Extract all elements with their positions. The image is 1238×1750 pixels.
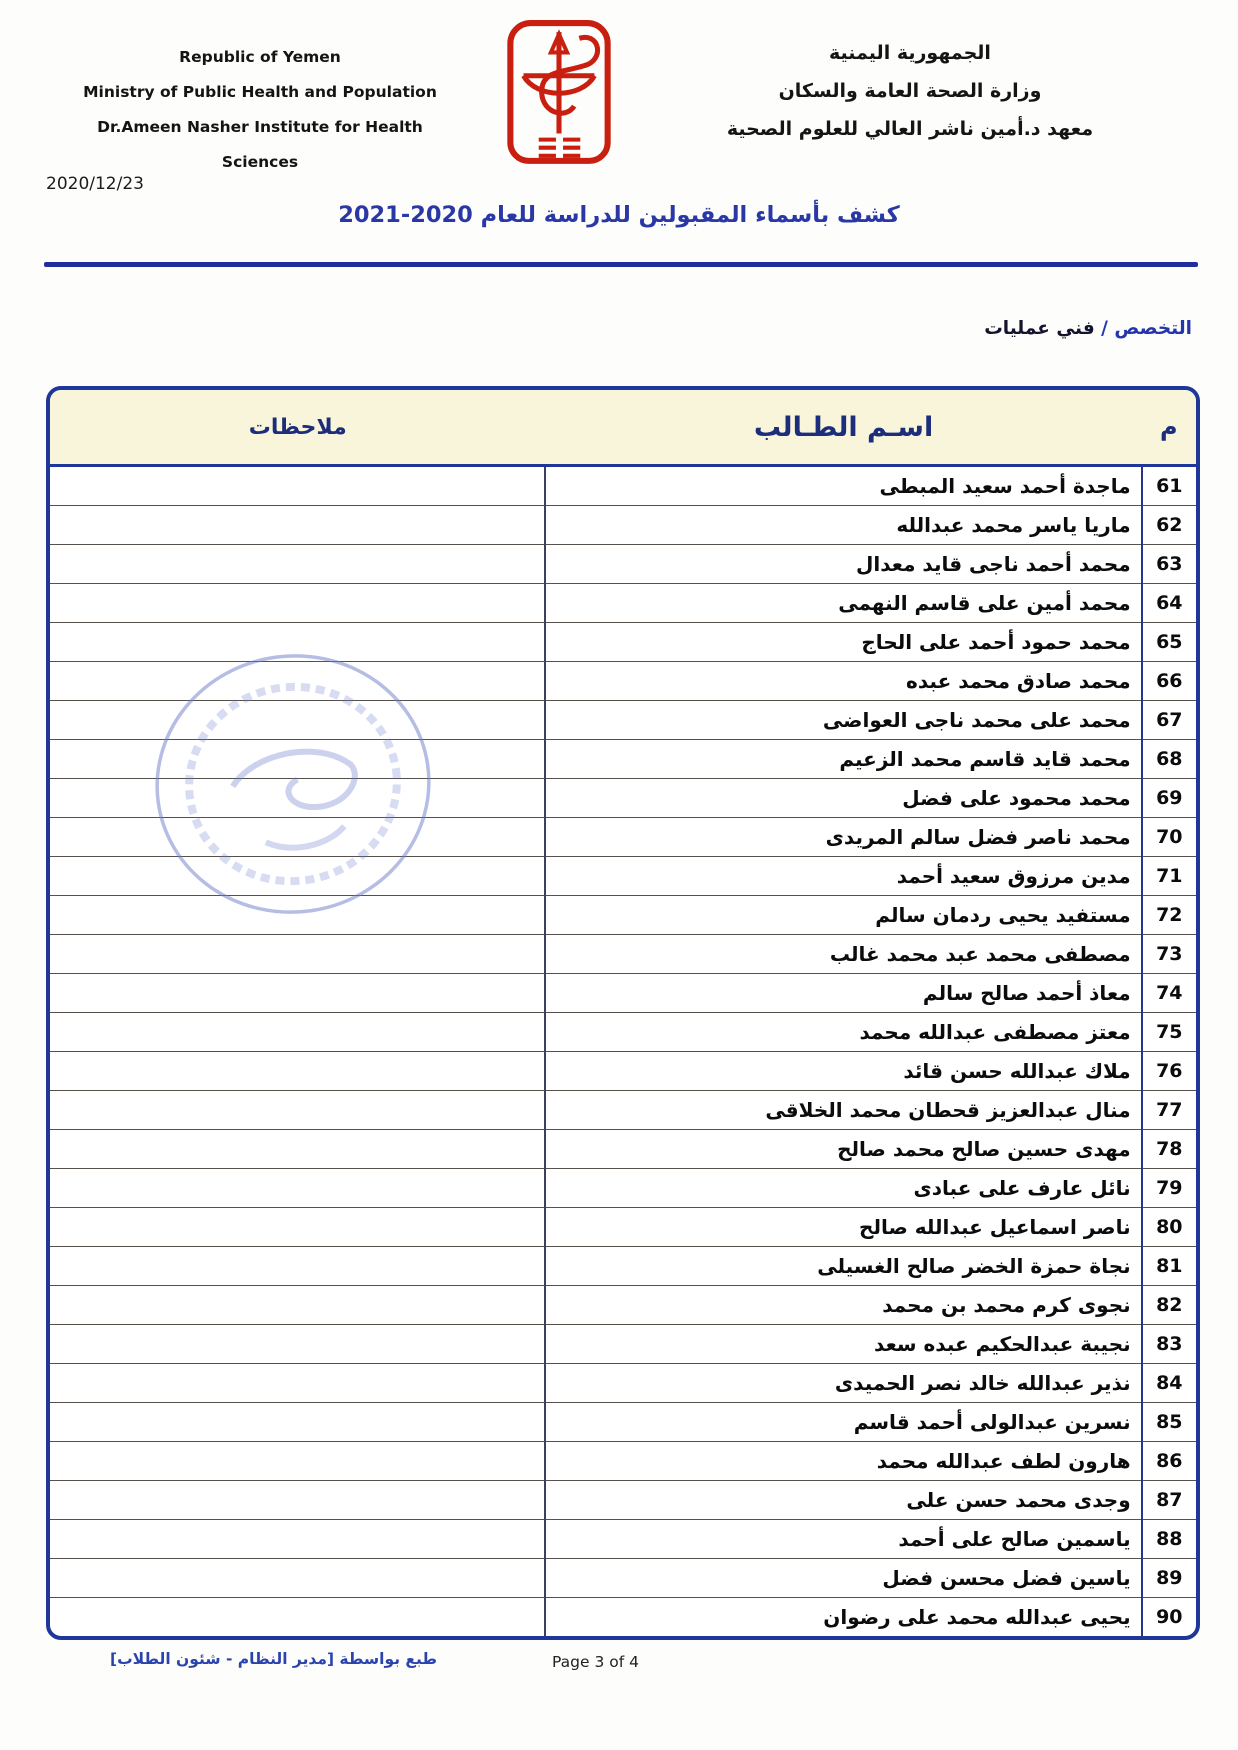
student-name-cell: ملاك عبدالله حسن قائد <box>545 1052 1141 1091</box>
row-number-cell: 87 <box>1142 1481 1196 1520</box>
student-name-cell: نجوى كرم محمد بن محمد <box>545 1286 1141 1325</box>
student-name-cell: معتز مصطفى عبدالله محمد <box>545 1013 1141 1052</box>
table-row <box>50 662 1196 701</box>
table-row <box>50 1442 1196 1481</box>
student-name-cell: معاذ أحمد صالح سالم <box>545 974 1141 1013</box>
notes-cell <box>50 818 545 857</box>
table-row <box>50 779 1196 818</box>
student-name-cell: نجاة حمزة الخضر صالح الغسيلى <box>545 1247 1141 1286</box>
table-row <box>50 1130 1196 1169</box>
row-number-cell: 68 <box>1142 740 1196 779</box>
row-number-cell: 64 <box>1142 584 1196 623</box>
row-number-cell: 90 <box>1142 1598 1196 1637</box>
title-divider <box>44 262 1198 267</box>
student-name-cell: يحيى عبدالله محمد على رضوان <box>545 1598 1141 1637</box>
table-row <box>50 1286 1196 1325</box>
row-number-cell: 78 <box>1142 1130 1196 1169</box>
notes-cell <box>50 1325 545 1364</box>
table-row <box>50 896 1196 935</box>
institute-logo-icon <box>490 18 628 170</box>
student-name-cell: نائل عارف على عبادى <box>545 1169 1141 1208</box>
notes-cell <box>50 1598 545 1637</box>
header-english-line: Dr.Ameen Nasher Institute for Health Sciences <box>97 118 423 171</box>
notes-cell <box>50 1481 545 1520</box>
notes-cell <box>50 740 545 779</box>
table-row <box>50 701 1196 740</box>
table-row <box>50 857 1196 896</box>
notes-cell <box>50 857 545 896</box>
table-row <box>50 1598 1196 1637</box>
student-name-cell: محمد أمين على قاسم النهمى <box>545 584 1141 623</box>
table-header-row <box>50 390 1196 466</box>
specialty-value: فني عمليات <box>984 318 1102 339</box>
document-title: كشف بأسماء المقبولين للدراسة للعام 2020-2021 <box>338 202 900 228</box>
table-row <box>50 1013 1196 1052</box>
column-header-number: م <box>1142 390 1196 466</box>
row-number-cell: 80 <box>1142 1208 1196 1247</box>
row-number-cell: 88 <box>1142 1520 1196 1559</box>
student-name-cell: محمد أحمد ناجى قايد معدال <box>545 545 1141 584</box>
notes-cell <box>50 1247 545 1286</box>
table-row <box>50 1325 1196 1364</box>
row-number-cell: 72 <box>1142 896 1196 935</box>
row-number-cell: 84 <box>1142 1364 1196 1403</box>
row-number-cell: 73 <box>1142 935 1196 974</box>
notes-cell <box>50 1403 545 1442</box>
table-row <box>50 1052 1196 1091</box>
student-name-cell: نجيبة عبدالحكيم عبده سعد <box>545 1325 1141 1364</box>
table-row <box>50 818 1196 857</box>
notes-cell <box>50 506 545 545</box>
row-number-cell: 83 <box>1142 1325 1196 1364</box>
table-row <box>50 506 1196 545</box>
notes-cell <box>50 662 545 701</box>
table-row <box>50 1247 1196 1286</box>
student-name-cell: محمد ناصر فضل سالم المريدى <box>545 818 1141 857</box>
table-row <box>50 1520 1196 1559</box>
row-number-cell: 71 <box>1142 857 1196 896</box>
header-arabic-line: الجمهورية اليمنية <box>829 42 991 64</box>
table-row <box>50 1091 1196 1130</box>
row-number-cell: 74 <box>1142 974 1196 1013</box>
student-name-cell: ماجدة أحمد سعيد المبطى <box>545 466 1141 506</box>
row-number-cell: 69 <box>1142 779 1196 818</box>
column-header-notes: ملاحظات <box>50 390 545 466</box>
table-row <box>50 1481 1196 1520</box>
header-english-line: Ministry of Public Health and Population <box>83 83 437 101</box>
page-indicator: Page 3 of 4 <box>552 1653 639 1671</box>
table-row <box>50 1559 1196 1598</box>
row-number-cell: 82 <box>1142 1286 1196 1325</box>
notes-cell <box>50 1442 545 1481</box>
student-name-cell: محمد حمود أحمد على الحاج <box>545 623 1141 662</box>
header-arabic-line: وزارة الصحة العامة والسكان <box>778 80 1042 102</box>
notes-cell <box>50 1208 545 1247</box>
student-name-cell: هارون لطف عبدالله محمد <box>545 1442 1141 1481</box>
notes-cell <box>50 896 545 935</box>
notes-cell <box>50 584 545 623</box>
row-number-cell: 89 <box>1142 1559 1196 1598</box>
student-name-cell: مهدى حسين صالح محمد صالح <box>545 1130 1141 1169</box>
print-date: 2020/12/23 <box>46 174 144 194</box>
student-name-cell: ناصر اسماعيل عبدالله صالح <box>545 1208 1141 1247</box>
row-number-cell: 79 <box>1142 1169 1196 1208</box>
notes-cell <box>50 1091 545 1130</box>
table-row <box>50 545 1196 584</box>
column-header-student-name: اسـم الطـالب <box>545 390 1141 466</box>
row-number-cell: 67 <box>1142 701 1196 740</box>
student-name-cell: محمد صادق محمد عبده <box>545 662 1141 701</box>
row-number-cell: 76 <box>1142 1052 1196 1091</box>
table-row <box>50 1169 1196 1208</box>
student-name-cell: مصطفى محمد عبد محمد غالب <box>545 935 1141 974</box>
row-number-cell: 66 <box>1142 662 1196 701</box>
student-name-cell: نسرين عبدالولى أحمد قاسم <box>545 1403 1141 1442</box>
notes-cell <box>50 701 545 740</box>
notes-cell <box>50 935 545 974</box>
notes-cell <box>50 1052 545 1091</box>
row-number-cell: 81 <box>1142 1247 1196 1286</box>
header-arabic-line: معهد د.أمين ناشر العالي للعلوم الصحية <box>726 118 1094 140</box>
student-name-cell: محمد قايد قاسم محمد الزعيم <box>545 740 1141 779</box>
table-row <box>50 1208 1196 1247</box>
notes-cell <box>50 1520 545 1559</box>
row-number-cell: 75 <box>1142 1013 1196 1052</box>
table-row <box>50 935 1196 974</box>
student-name-cell: وجدى محمد حسن على <box>545 1481 1141 1520</box>
notes-cell <box>50 466 545 506</box>
student-name-cell: نذير عبدالله خالد نصر الحميدى <box>545 1364 1141 1403</box>
notes-cell <box>50 1364 545 1403</box>
table-row <box>50 466 1196 506</box>
notes-cell <box>50 1169 545 1208</box>
row-number-cell: 61 <box>1142 466 1196 506</box>
student-name-cell: محمد محمود على فضل <box>545 779 1141 818</box>
specialty-label: التخصص / <box>1101 318 1192 339</box>
student-name-cell: ياسمين صالح على أحمد <box>545 1520 1141 1559</box>
notes-cell <box>50 1130 545 1169</box>
header-english-line: Republic of Yemen <box>179 48 341 66</box>
table-row <box>50 584 1196 623</box>
student-name-cell: محمد على محمد ناجى العواضى <box>545 701 1141 740</box>
printed-by-note: طبع بواسطة [مدير النظام - شئون الطلاب] <box>110 1650 437 1668</box>
table-row <box>50 1403 1196 1442</box>
notes-cell <box>50 623 545 662</box>
notes-cell <box>50 1286 545 1325</box>
notes-cell <box>50 1013 545 1052</box>
row-number-cell: 65 <box>1142 623 1196 662</box>
row-number-cell: 85 <box>1142 1403 1196 1442</box>
row-number-cell: 86 <box>1142 1442 1196 1481</box>
row-number-cell: 63 <box>1142 545 1196 584</box>
student-name-cell: ماريا ياسر محمد عبدالله <box>545 506 1141 545</box>
student-name-cell: منال عبدالعزيز قحطان محمد الخلاقى <box>545 1091 1141 1130</box>
row-number-cell: 70 <box>1142 818 1196 857</box>
table-row <box>50 623 1196 662</box>
student-name-cell: مدين مرزوق سعيد أحمد <box>545 857 1141 896</box>
row-number-cell: 62 <box>1142 506 1196 545</box>
specialty-line <box>984 318 1192 339</box>
header-arabic-block <box>700 34 1120 148</box>
notes-cell <box>50 974 545 1013</box>
notes-cell <box>50 779 545 818</box>
student-name-cell: ياسين فضل محسن فضل <box>545 1559 1141 1598</box>
row-number-cell: 77 <box>1142 1091 1196 1130</box>
student-name-cell: مستفيد يحيى ردمان سالم <box>545 896 1141 935</box>
students-table <box>46 386 1200 1640</box>
header-english-block <box>58 40 462 180</box>
table-row <box>50 740 1196 779</box>
table-row <box>50 1364 1196 1403</box>
table-row <box>50 974 1196 1013</box>
notes-cell <box>50 1559 545 1598</box>
notes-cell <box>50 545 545 584</box>
